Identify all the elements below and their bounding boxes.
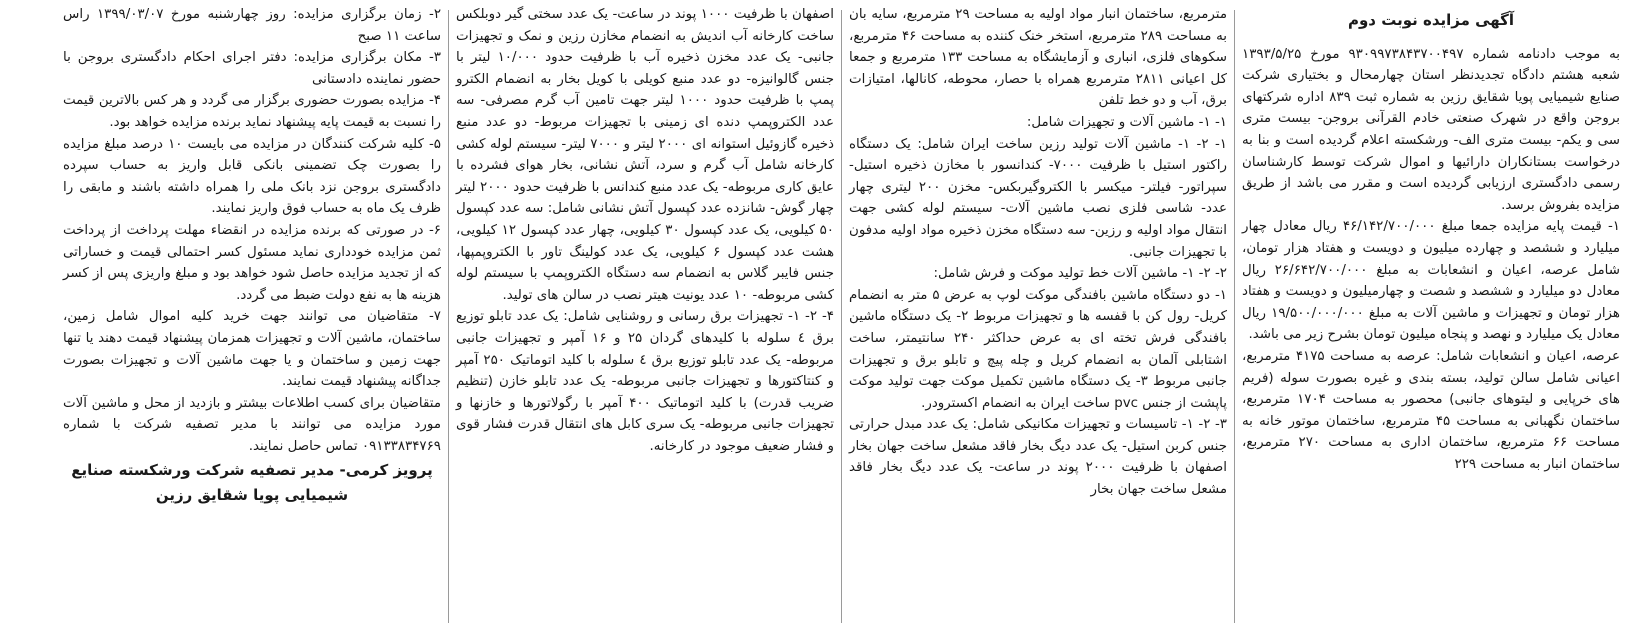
notice-paragraph: به موجب دادنامه شماره ۹۳۰۹۹۷۳۸۴۳۷۰۰۴۹۷ مورخ ۱۳۹۳/۵/۲۵ شعبه هشتم دادگاه تجدیدنظر استان چهارمحال و بختیاری شرکت صنایع شیمیایی پویا شقایق رزین به شماره ثبت ۸۳۹ اداره شرکتهای بروجن واقع در شهرک صنعتی خادم القرآنی بروجن- بیست متری سی و یکم- بیست متری الف- ورشکسته اعلام گردیده است و بنا به درخواست بستانکاران دارائیها و اموال شرکت توسط کارشناسان رسمی دادگستری ارزیابی گردیده است و مقرر می باشد از طریق مزایده بفروش برسد.	[1237, 46, 1620, 213]
notice-column-2	[842, 4, 1234, 629]
column-divider	[1234, 10, 1235, 623]
signature-line: شیمیایی پویا شقایق رزین	[155, 486, 349, 505]
notice-paragraph: ۴- ۲- ۱- تجهیزات برق رسانی و روشنایی شامل: یک عدد تابلو توزیع برق ٤ سلوله با کلیدهای گردان ۲۵ و ۱۶ آمپر و تجهیزات جانبی مربوطه- یک عدد تابلو توزیع برق ٤ سلوله با کلید اتوماتیک ۲۵۰ آمپر و کنتاکتورها و تجهیزات جانبی مربوطه- یک عدد تابلو خازن (تنظیم ضریب قدرت) با کلید اتوماتیک ۴۰۰ آمپر با رگولاتورها و خازنها و تجهیزات جانبی مربوطه- یک سری کابل های انتقال قدرت فشار قوی و فشار ضعیف موجود در کارخانه.	[451, 309, 835, 454]
notice-paragraph: مترمربع، ساختمان انبار مواد اولیه به مساحت ۲۹ مترمربع، سایه بان به مساحت ۲۸۹ مترمربع، استخر خنک کننده به مساحت ۴۶ مترمربع، سکوهای فلزی، انباری و آزمایشگاه به مساحت ۱۳۳ مترمربع و جمعا کل اعیانی ۲۸۱۱ مترمربع همراه با حصار، محوطه، کانالها، امتیازات برق، آب و دو خط تلفن	[844, 7, 1228, 109]
notice-paragraph: ۳- مکان برگزاری مزایده: دفتر اجرای احکام دادگستری بروجن با حضور نماینده دادستانی	[58, 50, 441, 87]
column-divider	[841, 10, 842, 623]
notice-paragraph: ۳- ۲- ۱- تاسیسات و تجهیزات مکانیکی شامل: یک عدد مبدل حرارتی جنس کربن استیل- یک عدد دیگ بخار فاقد مشعل ساخت جهان بخار اصفهان با ظرفیت ۲۰۰۰ پوند در ساعت- یک عدد دیگ بخار فاقد مشعل ساخت جهان بخار	[844, 417, 1227, 498]
notice-paragraph: ۵- کلیه شرکت کنندگان در مزایده می بایست ۱۰ درصد مبلغ مزایده را بصورت چک تضمینی بانکی قابل واریز به حساب سپرده دادگستری بروجن نزد بانک ملی را همراه داشته باشند و مابقی را ظرف یک ماه به حساب فوق واریز نمایند.	[58, 136, 441, 217]
notice-column-1	[1235, 4, 1627, 629]
notice-paragraph: ۲- زمان برگزاری مزایده: روز چهارشنبه مورخ ۱۳۹۹/۰۳/۰۷ راس ساعت ۱۱ صبح	[58, 7, 442, 44]
notice-paragraph: اصفهان با ظرفیت ۱۰۰۰ پوند در ساعت- یک عدد سختی گیر دوبلکس ساخت کارخانه آب اندیش به انضمام مخازن رزین و نمک و تجهیزات جانبی- یک عدد مخزن ذخیره آب با ظرفیت حدود ۱۰/۰۰۰ لیتر با جنس گالوانیزه- دو عدد منبع کویلی با کویل بخار به انضمام الکترو پمپ با ظرفیت حدود ۱۰۰۰ لیتر جهت تامین آب گرم مصرفی- سه عدد الکتروپمپ دنده ای زمینی با تجهیزات مربوط- دو عدد منبع ذخیره گازوئیل استوانه ای ۲۰۰۰ لیتر و ۷۰۰۰ لیتر- سیستم لوله کشی کارخانه شامل آب گرم و سرد، آتش نشانی، بخار هوای فشرده با عایق کاری مربوطه- یک عدد منبع کندانس با ظرفیت حدود ۲۰۰۰ لیتر چهار گوش- شانزده عدد کپسول آتش نشانی شامل: سه عدد کپسول ۵۰ کیلویی، یک عدد کپسول ۳۰ کیلویی، چهار عدد کپسول ۱۲ کیلویی، هشت عدد کپسول ۶ کیلویی، یک عدد کولینگ تاور با الکتروپمپها، جنس فایبر گلاس به انضمام سه دستگاه الکتروپمپ با سیستم لوله کشی مربوطه- ۱۰ عدد یونیت هیتر نصب در سالن های تولید.	[451, 7, 835, 303]
notice-paragraph: ۲- ۲- ۱- ماشین آلات خط تولید موکت و فرش شامل:	[933, 266, 1227, 282]
notice-title: آگهی مزایده نوبت دوم	[1347, 11, 1515, 29]
notice-paragraph: ۱- ۱- ماشین آلات و تجهیزات شامل:	[1026, 114, 1227, 130]
notice-paragraph: ۱- دو دستگاه ماشین بافندگی موکت لوپ به عرض ۵ متر به انضمام کریل- رول کن با قفسه ها و تجهیزات مربوط ۲- یک دستگاه ماشین بافندگی فرش تخته ای به عرض حداکثر ۲۴۰ سانتیمتر، ساخت اشتابلی آلمان به انضمام کریل و چله پیچ و تابلو برق و تجهیزات جانبی مربوط ۳- یک دستگاه ماشین تکمیل موکت جهت تولید موکت پاپشت از جنس pvc ساخت ایران به انضمام اکسترودر.	[844, 287, 1228, 411]
notice-paragraph: ۴- مزایده بصورت حضوری برگزار می گردد و هر کس بالاترین قیمت را نسبت به قیمت پایه پیشنهاد نماید برنده مزایده خواهد بود.	[58, 93, 441, 130]
notice-paragraph: ۶- در صورتی که برنده مزایده در انقضاء مهلت پرداخت از پرداخت ثمن مزایده خودداری نماید مسئول کسر احتمالی قیمت و خساراتی که از تجدید مزایده حاصل شود خواهد بود و مبلغ واریزی پس از کسر هزینه ها به نفع دولت ضبط می گردد.	[58, 222, 441, 303]
notice-paragraph: ۱- ۲- ۱- ماشین آلات تولید رزین ساخت ایران شامل: یک دستگاه راکتور استیل با ظرفیت ۷۰۰۰- کندانسور با مخازن ذخیره استیل- سپراتور- فیلتر- میکسر با الکتروگیربکس- مخزن ۲۰۰ لیتری چهار عدد- شاسی فلزی نصب ماشین آلات- سیستم لوله کشی جهت انتقال مواد اولیه و رزین- سه دستگاه مخزن ذخیره مواد اولیه مدفون با تجهیزات جانبی.	[844, 136, 1227, 260]
notice-column-3	[449, 4, 841, 629]
column-divider	[448, 10, 449, 623]
notice-paragraph: عرصه، اعیان و انشعابات شامل: عرصه به مساحت ۴۱۷۵ مترمربع، اعیانی شامل سالن تولید، بسته بندی و غیره بصورت سوله (فریم های خرپایی و لیتوهای جانبی) محصور به مساحت ۱۷۰۴ مترمربع، ساختمان نگهبانی به مساحت ۴۵ مترمربع، ساختمان موتور خانه به مساحت ۶۶ مترمربع، ساختمان اداری به مساحت ۲۷۰ مترمربع، ساختمان انبار به مساحت ۲۲۹	[1237, 348, 1620, 472]
notice-paragraph: ۷- متقاضیان می توانند جهت خرید کلیه اموال شامل زمین، ساختمان، ماشین آلات و تجهیزات همزمان پیشنهاد قیمت دهند یا تنها جهت زمین و ساختمان و یا جهت ماشین آلات و تجهیزات بصورت جداگانه پیشنهاد قیمت نمایند.	[58, 309, 441, 390]
notice-paragraph: ۱- قیمت پایه مزایده جمعا مبلغ ۴۶/۱۴۲/۷۰۰/۰۰۰ ریال معادل چهار میلیارد و ششصد و چهارده میلیون و دویست و هفتاد هزار تومان، شامل عرصه، اعیان و انشعابات به مبلغ ۲۶/۶۴۲/۷۰۰/۰۰۰ ریال معادل دو میلیارد و ششصد و شصت و چهارمیلیون و دویست و هفتاد هزار تومان و تجهیزات و ماشین آلات به مبلغ ۱۹/۵۰۰/۰۰۰/۰۰۰ ریال معادل یک میلیارد و نهصد و پنجاه میلیون تومان بشرح زیر می باشد.	[1237, 219, 1620, 343]
signature-line: پرویز کرمی- مدیر تصفیه شرکت ورشکسته صنایع	[71, 461, 433, 480]
notice-column-4	[56, 4, 448, 629]
notice-paragraph: متقاضیان برای کسب اطلاعات بیشتر و بازدید از محل و ماشین آلات مورد مزایده می توانند با مدیر تصفیه شرکت با شماره ۰۹۱۳۳۸۳۴۷۶۹ تماس حاصل نمایند.	[58, 395, 441, 454]
